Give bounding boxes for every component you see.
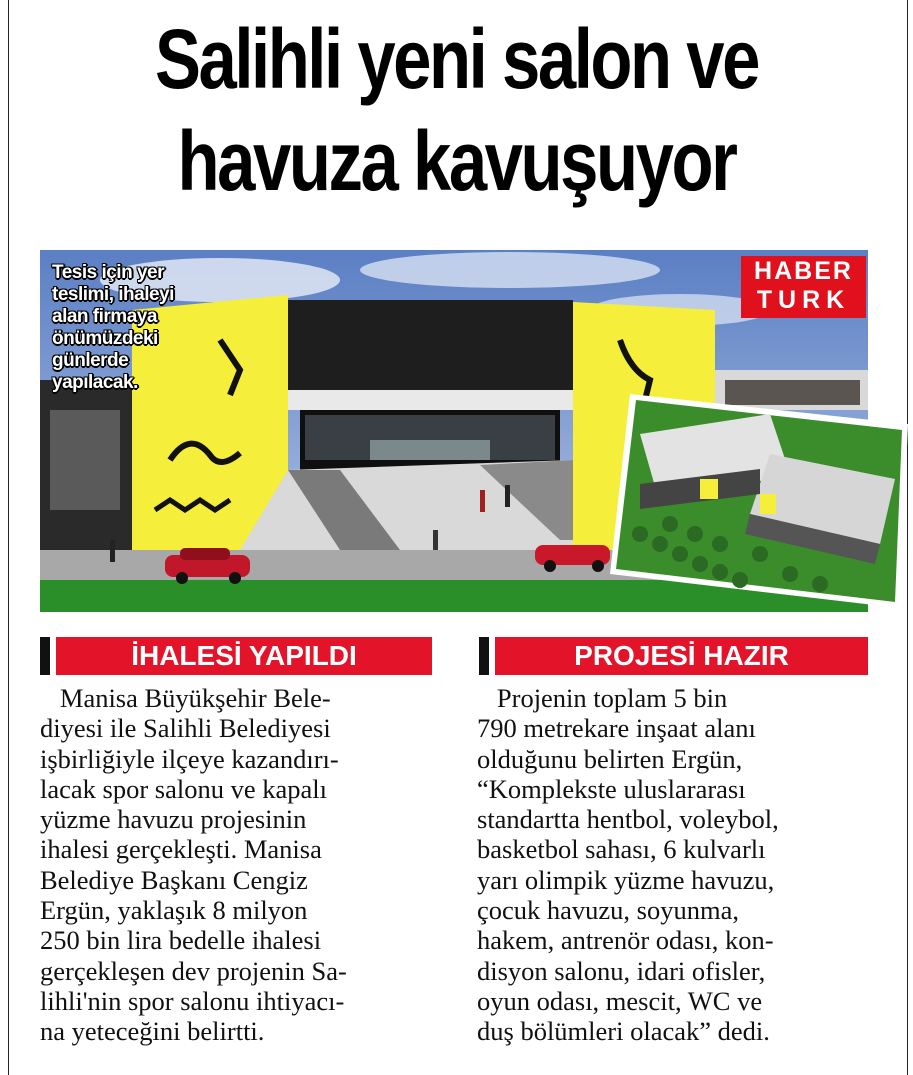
article-line: oyun odası, mescit, WC ve xyxy=(477,985,763,1016)
article-line: lihli'nin spor salonu ihtiyacı- xyxy=(40,985,345,1016)
article-line: yarı olimpik yüzme havuzu, xyxy=(477,864,775,895)
article-line: disyon salonu, idari ofisler, xyxy=(477,955,766,986)
heading-marker xyxy=(479,637,489,675)
caption-line: günlerde xyxy=(52,350,129,371)
site-plan-inset-photo xyxy=(610,394,908,608)
article-line: na yeteceğini belirtti. xyxy=(40,1016,265,1047)
site-plan-illustration xyxy=(610,394,908,608)
article-line: ihalesi gerçekleşti. Manisa xyxy=(40,834,322,865)
article-line: basketbol sahası, 6 kulvarlı xyxy=(477,834,766,865)
right-article-column xyxy=(477,683,877,1047)
caption-line: yapılacak. xyxy=(52,372,138,393)
left-section-heading xyxy=(40,637,432,675)
headline xyxy=(82,8,831,212)
caption-line: Tesis için yer xyxy=(52,262,164,283)
article-line: Ergün, yaklaşık 8 milyon xyxy=(40,895,308,926)
caption-line: teslimi, ihaleyi xyxy=(52,284,174,305)
article-line: Projenin toplam 5 bin xyxy=(477,683,728,713)
photo-caption xyxy=(52,262,222,394)
article-line: Belediye Başkanı Cengiz xyxy=(40,864,308,895)
article-line: Manisa Büyükşehir Bele- xyxy=(40,683,331,713)
article-line: duş bölümleri olacak” dedi. xyxy=(477,1016,770,1047)
article-line: lacak spor salonu ve kapalı xyxy=(40,773,327,804)
caption-line: alan firmaya xyxy=(52,306,157,327)
article-line: gerçekleşen dev projenin Sa- xyxy=(40,955,347,986)
logo-line-1: HABER xyxy=(754,257,853,285)
article-line: 250 bin lira bedelle ihalesi xyxy=(40,925,322,956)
article-line: çocuk havuzu, soyunma, xyxy=(477,895,739,926)
left-section-heading-label: İHALESİ YAPILDI xyxy=(56,637,432,675)
logo-line-2: TURK xyxy=(756,286,851,314)
headline-line-2: havuza kavuşuyor xyxy=(177,114,736,208)
caption-line: önümüzdeki xyxy=(52,328,158,349)
article-line: 790 metrekare inşaat alanı xyxy=(477,713,756,744)
article-line: olduğunu belirten Ergün, xyxy=(477,743,743,774)
article-line: “Komplekste uluslararası xyxy=(477,773,746,804)
heading-marker xyxy=(40,637,50,675)
article-line: yüzme havuzu projesinin xyxy=(40,804,307,835)
article-line: standartta hentbol, voleybol, xyxy=(477,804,779,835)
haberturk-logo xyxy=(741,256,866,318)
article-line: hakem, antrenör odası, kon- xyxy=(477,925,774,956)
left-article-column xyxy=(40,683,440,1047)
right-section-heading-label: PROJESİ HAZIR xyxy=(495,637,868,675)
article-line: diyesi ile Salihli Belediyesi xyxy=(40,713,331,744)
headline-line-1: Salihli yeni salon ve xyxy=(155,12,758,106)
right-section-heading xyxy=(479,637,868,675)
article-line: işbirliğiyle ilçeye kazandırı- xyxy=(40,743,339,774)
